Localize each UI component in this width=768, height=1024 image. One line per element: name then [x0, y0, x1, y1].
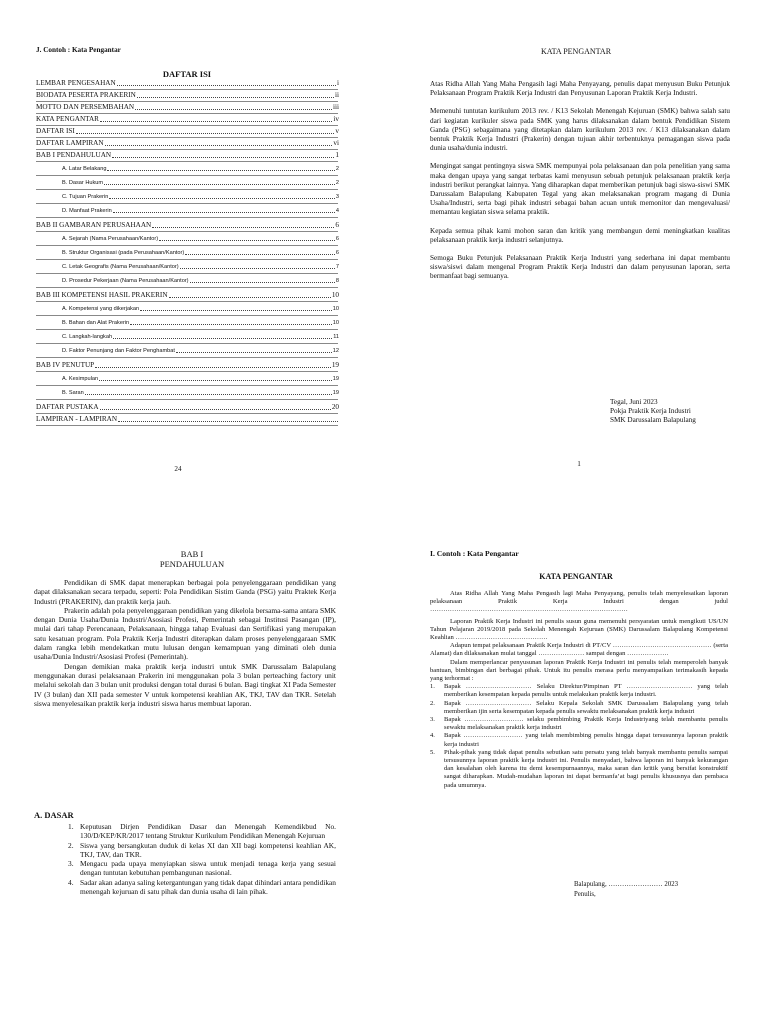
toc-entry-page: 19: [332, 390, 339, 396]
sign-date: Tegal, Juni 2023: [610, 398, 658, 406]
toc-entry-label: KATA PENGANTAR: [36, 115, 99, 123]
sign-org: Pokja Praktik Kerja Industri: [610, 407, 691, 416]
toc-leader-dots: [95, 366, 331, 368]
toc-subentry: [62, 179, 339, 187]
toc-subentry: [62, 389, 339, 397]
page-title: KATA PENGANTAR: [540, 47, 612, 56]
toc-entry-page: 20: [331, 403, 339, 411]
toc-entry: [36, 361, 339, 370]
toc-entry-page: iv: [333, 115, 339, 123]
toc-rule: [36, 287, 338, 288]
toc-rule: [36, 259, 338, 260]
toc-rule: [36, 399, 338, 400]
toc-rule: [36, 189, 338, 190]
toc-entry: [36, 403, 339, 412]
toc-rule: [36, 371, 338, 372]
toc-entry-page: 2: [335, 180, 339, 186]
page-daftar-isi: [0, 0, 384, 512]
toc-rule: [36, 273, 338, 274]
toc-leader-dots: [107, 169, 334, 171]
toc-entry-label: LAMPIRAN - LAMPIRAN: [36, 415, 118, 423]
toc-entry-label: DAFTAR ISI: [36, 127, 75, 135]
bab1-paragraph-1: Pendidikan di SMK dapat menerapkan berbagai pola penyelenggaraan pendidikan yang dapat dilaksanakan secara terpadu, seperti: Pola Pendidikan Sistim Ganda (PSG) yaitu Praktek Kerja Industri (PRAKERIN), dan praktik kerja jauh.: [34, 578, 336, 606]
toc-entry-page: 11: [333, 334, 339, 340]
toc-entry-label: B. Bahan dan Alat Prakerin: [62, 320, 130, 326]
toc-entry-label: BAB IV PENUTUP: [36, 361, 95, 369]
toc-leader-dots: [113, 211, 335, 213]
toc-subentry: [62, 165, 339, 173]
toc-rule: [36, 89, 338, 90]
toc-leader-dots: [85, 393, 332, 395]
page-bab-1: [0, 512, 384, 1024]
ckp-paragraph-2: Laporan Praktik Kerja Industri ini penulis susun guna memenuhi persyaratan untuk mengikuti US/UN Tahun Pelajaran 2019/2018 pada Sekolah Menengah Kejuruan (SMK) Darussalam Balapulang Kompetensi Keahlian ……………………………………: [430, 617, 728, 642]
toc-leader-dots: [112, 156, 334, 158]
toc-entry-page: vi: [333, 139, 339, 147]
toc-entry-label: D. Prosedur Pekerjaan (Nama Perusahaan/Kantor): [62, 278, 189, 284]
page-contoh-kata-pengantar: [384, 512, 768, 1024]
bab1-body: [34, 578, 336, 708]
toc-subentry: [62, 277, 339, 285]
toc-entry-page: 10: [332, 306, 339, 312]
toc-entry: [36, 151, 339, 160]
toc-entry: [36, 127, 339, 136]
toc-rule: [36, 175, 338, 176]
page-title: KATA PENGANTAR: [539, 572, 613, 581]
toc-rule: [36, 101, 338, 102]
toc-entry-label: BIODATA PESERTA PRAKERIN: [36, 91, 136, 99]
toc-entry-label: A. Kompetensi yang dikerjakan: [62, 306, 140, 312]
toc-subentry: [62, 193, 339, 201]
toc-leader-dots: [130, 323, 332, 325]
page-number: 1: [577, 460, 581, 468]
toc-subentry: [62, 305, 339, 313]
toc-entry-page: 6: [335, 236, 339, 242]
toc-entry-page: 6: [335, 221, 339, 229]
toc-leader-dots: [105, 144, 333, 146]
toc-leader-dots: [113, 337, 332, 339]
toc-leader-dots: [185, 253, 335, 255]
sub-heading-dasar: A. DASAR: [34, 810, 74, 820]
toc-rule: [36, 113, 338, 114]
page-number: 24: [174, 465, 182, 473]
list-item: 4. Sadar akan adanya saling ketergantungan yang tidak dapat dihindari antara pendidikan menengah kejuruan di satu pihak dan dunia usaha di lain pihak.: [68, 877, 336, 897]
toc-leader-dots: [180, 267, 335, 269]
toc-leader-dots: [109, 197, 335, 199]
list-item: 4. Bapak ……………………… yang telah membimbing penulis hingga dapat tersusunnya laporan praktik kerja industri: [430, 732, 728, 748]
toc-entry: [36, 291, 339, 300]
list-item: 1. Keputusan Dirjen Pendidikan Dasar dan Menengah Kemendikbud No. 130/D/KEP/KR/2017 tentang Struktur Kurikulum Pendidikan Menengah Kejuruan: [68, 822, 336, 841]
toc-entry-label: DAFTAR PUSTAKA: [36, 403, 99, 411]
thanks-list: [430, 683, 728, 790]
toc-subentry: [62, 375, 339, 383]
toc-leader-dots: [159, 239, 335, 241]
toc-entry-page: 2: [335, 166, 339, 172]
kp-paragraph-1: Atas Ridha Allah Yang Maha Pengasih lagi Maha Penyayang, penulis dapat menyusun Buku Petunjuk Pelaksanaan Program Praktik Kerja Industri dan Penyusunan Laporan Praktik Kerja Industri.: [430, 80, 730, 98]
toc-entry-label: MOTTO DAN PERSEMBAHAN: [36, 103, 135, 111]
dasar-list: [68, 822, 336, 896]
toc-entry-label: B. Saran: [62, 390, 84, 396]
toc-entry-label: A. Latar Belakang: [62, 166, 107, 172]
toc-entry-page: 12: [332, 348, 339, 354]
toc-subentry: [62, 333, 339, 341]
toc-rule: [36, 245, 338, 246]
kp-paragraph-4: Kepada semua pihak kami mohon saran dan kritik yang membangun demi meningkatkan kualitas pelaksanaan praktik kerja industri selanjutnya.: [430, 226, 730, 244]
toc-entry-page: 19: [331, 361, 339, 369]
list-item: 3. Bapak ……………………… selaku pembimbing Praktik Kerja Industriyang telah membantu penulis sewaktu melaksanakan praktik kerja industri: [430, 716, 728, 732]
toc-entry: [36, 91, 339, 100]
toc-entry-page: 7: [335, 264, 339, 270]
toc-entry: [36, 79, 339, 88]
toc-leader-dots: [117, 84, 336, 86]
toc-entry-page: 4: [335, 208, 339, 214]
toc-leader-dots: [118, 420, 338, 422]
toc-entry-label: C. Langkah-langkah: [62, 334, 113, 340]
toc-rule: [36, 343, 338, 344]
toc-entry-page: 10: [331, 291, 339, 299]
toc-subentry: [62, 347, 339, 355]
toc-entry-page: 19: [332, 376, 339, 382]
toc-rule: [36, 329, 338, 330]
toc-rule: [36, 217, 338, 218]
bab1-paragraph-3: Dengan demikian maka praktik kerja industri untuk SMK Darussalam Balapulang menggunakan durasi pelaksanaan Prakerin ini menggunakan pola 3 bulan perteaching factory unit melalui sekolah dan 3 bulan unit produksi dengan total durasi 6 bulan. Bagi tingkat XI Pada Semester IV (3 bulan) dan XII pada semester V untuk kompetensi keahlian AK, TKJ, TAV dan TKR. Setelah siswa menyelesaikan praktik kerja industri siswa harus membuat laporan.: [34, 661, 336, 708]
toc-entry-label: B. Dasar Hukum: [62, 180, 104, 186]
toc-entry-page: 3: [335, 194, 339, 200]
sign-place: Balapulang, …………………… 2023: [574, 881, 679, 888]
ckp-paragraph-3: Adapun tempat pelaksanaan Praktik Kerja Industri di PT/CV ……………………………………… (serta Alamat) dan dilaksanakan mulai tanggal ………………… sampai dengan ……………….: [430, 642, 728, 658]
toc-leader-dots: [135, 108, 332, 110]
toc-subentry: [62, 319, 339, 327]
toc-entry-page: ii: [335, 91, 339, 99]
toc-entry-label: A. Kesimpulan: [62, 376, 99, 382]
toc-entry-page: iii: [333, 103, 339, 111]
toc-subentry: [62, 235, 339, 243]
toc-title: DAFTAR ISI: [162, 69, 212, 79]
ckp-body: [430, 590, 728, 790]
list-item: 3. Mengacu pada upaya menyiapkan siswa untuk menjadi tenaga kerja yang sesuai dengan tuntutan kebutuhan pembangunan nasional.: [68, 859, 336, 878]
sign-school: SMK Darussalam Balapulang: [610, 416, 696, 425]
toc-rule: [36, 315, 338, 316]
kp-paragraph-2: Memenuhi tuntutan kurikulum 2013 rev. / K13 Sekolah Menengah Kejuruan (SMK) bahwa salah satu dari kegiatan kurikuler siswa pada SMK yang harus dilaksanakan dalam bentuk Pendidikan Sistem Ganda (PSG) sebagaimana yang ditetapkan dalam kurikulum 2013 rev. / K13 dilaksanakan dalam bentuk Praktik Kerja Industri (Prakerin) dengan tujuan akhir terbentuknya pemagangan siswa pada dunia usaha/dunia industri.: [430, 107, 730, 153]
list-item: 2. Siswa yang bersangkutan duduk di kelas XI dan XII bagi kompetensi keahlian AK, TKJ, TAV, dan TKR.: [68, 840, 336, 859]
toc-leader-dots: [140, 309, 332, 311]
toc-entry-label: A. Sejarah (Nama Perusahaan/Kantor): [62, 236, 159, 242]
toc-leader-dots: [152, 226, 334, 228]
toc-rule: [36, 357, 338, 358]
toc-entry-label: DAFTAR LAMPIRAN: [36, 139, 104, 147]
toc-rule: [36, 137, 338, 138]
toc-entry-label: LEMBAR PENGESAHAN: [36, 79, 116, 87]
chapter-number: BAB I: [180, 549, 204, 559]
kp-paragraph-3: Mengingat sangat pentingnya siswa SMK mempunyai pola pelaksanaan dan pola penelitian yang sama maka dengan upaya yang sangat terbatas kami menyusun sebuah petunjuk pelaksanaan praktik kerja industri berikut perangkat lainnya. Yang diharapkan dapat memberikan petunjuk bagi siswa-siswi SMK Darussalam Balapulang Kabupaten Tegal yang akan melaksanakan program magang di Dunia Usaha/Industri, serta bagi pihak industri sebagai bahan acuan untuk memonitor dan mengevaluasi/ memantau kegiatan siswa selama praktik.: [430, 162, 730, 217]
toc-leader-dots: [100, 408, 331, 410]
toc-entry-label: BAB I PENDAHULUAN: [36, 151, 112, 159]
toc-entry: [36, 415, 339, 424]
toc-entry-label: BAB III KOMPETENSI HASIL PRAKERIN: [36, 291, 168, 299]
chapter-title: PENDAHULUAN: [159, 559, 225, 569]
toc-leader-dots: [76, 132, 335, 134]
toc-entry-label: D. Faktor Penunjang dan Faktor Penghambat: [62, 348, 175, 354]
kp-paragraph-5: Semoga Buku Petunjuk Pelaksanaan Praktik Kerja Industri yang sederhana ini dapat membantu siswa/siswi dalam mengenal Program Praktik Kerja Industri dan dalam penyusunan laporan, serta bermanfaat bagi semuanya.: [430, 254, 730, 281]
toc-rule: [36, 149, 338, 150]
toc-entry-label: BAB II GAMBARAN PERUSAHAAN: [36, 221, 152, 229]
ckp-paragraph-1: Atas Ridha Allah Yang Maha Pengasih lagi Maha Penyayang, penulis telah menyelesaikan laporan pelaksanaan Praktik Kerja Industri dengan judul ………………………………………………………………………………: [430, 590, 728, 614]
toc-rule: [36, 413, 338, 414]
toc-entry: [36, 139, 339, 148]
toc-entry-page: 1: [335, 151, 339, 159]
toc-leader-dots: [100, 120, 332, 122]
toc-rule: [36, 231, 338, 232]
toc-subentry: [62, 249, 339, 257]
section-heading: I. Contoh : Kata Pengantar: [430, 549, 519, 558]
list-item: 5. Pihak-pihak yang tidak dapat penulis sebutkan satu persatu yang telah banyak membantu penulis sampai tersusunnya laporan praktik kerja industri ini. Penulis menyadari, bahwa laporan ini banyak kekurangan dan kesalahan oleh karena itu demi kesempurnaannya, maka saran dan kritik yang bersifat konstruktif sangat diharapkan. Mudah-mudahan laporan ini dapat bermanfa’at bagi penulis khususnya dan pembaca pada umumnya.: [430, 748, 728, 789]
toc-subentry: [62, 263, 339, 271]
toc-rule: [36, 161, 338, 162]
toc-entry-label: B. Struktur Organisasi (pada Perusahaan/Kantor): [62, 250, 185, 256]
sign-role: Penulis,: [574, 891, 596, 898]
signature-block: [574, 880, 678, 900]
toc-rule: [36, 125, 338, 126]
toc-entry: [36, 103, 339, 112]
kp-body: [430, 80, 730, 282]
page-kata-pengantar: [384, 0, 768, 512]
toc-entry-page: 10: [332, 320, 339, 326]
toc-leader-dots: [190, 281, 335, 283]
toc-leader-dots: [104, 183, 335, 185]
section-heading: J. Contoh : Kata Pengantar: [36, 46, 121, 54]
toc-entry-page: 6: [335, 250, 339, 256]
chapter-heading: [40, 549, 344, 569]
toc-leader-dots: [137, 96, 334, 98]
toc-rule: [36, 203, 338, 204]
ckp-paragraph-4: Dalam memperlancar penyusunan laporan Praktik Kerja Industri ini penulis telah memperoleh banyak bantuan, bimbingan dari berbagai pihak. Untuk itu penulis merasa perlu menyampaikan terimakasih kepada yang terhormat :: [430, 658, 728, 683]
toc-entry-page: i: [337, 79, 339, 87]
bab1-paragraph-2: Prakerin adalah pola penyelenggaraan pendidikan yang dikelola bersama-sama antara SMK dengan Dunia Usaha/Dunia Industri/Asosiasi Profesi, Pemerintah sebagai Institusi Pasangan (IP), mulai dari tahap Perencanaan, Pelaksanaan, hingga tahap Evaluasi dan Sertifikasi yang merupakan satu kesatuan program. Pola Praktik Kerja Industri diterapkan dalam proses penyelenggaraan SMK dalam rangka lebih mendekatkan mutu lulusan dengan kemampuan yang diminati oleh dunia usaha/Dunia Industri/Asosiasi Profesi (Pemerintah).: [34, 605, 336, 662]
list-item: 1. Bapak ………………………… Selaku Direktur/Pimpinan PT ………………………… yang telah memberikan kesempatan kepada penulis untuk melakukan praktik kerja industri.: [430, 683, 728, 699]
toc-subentry: [62, 207, 339, 215]
toc-rule: [36, 425, 338, 426]
toc-entry-label: C. Tujuan Prakerin: [62, 194, 109, 200]
signature-block: [610, 398, 696, 426]
toc-rule: [36, 301, 338, 302]
list-item: 2. Bapak ………………………… Selaku Kepala Sekolah SMK Darussalam Balapulang yang telah memberikan ijin serta kesempatan kepada penulis sewaktu melaksanakan praktik kerja industri: [430, 699, 728, 715]
toc-leader-dots: [169, 296, 331, 298]
toc-entry-page: 8: [335, 278, 339, 284]
toc-entry-label: D. Manfaat Prakerin: [62, 208, 112, 214]
toc-rule: [36, 385, 338, 386]
toc-entry: [36, 115, 339, 124]
toc-entry-page: v: [335, 127, 339, 135]
toc-leader-dots: [99, 379, 332, 381]
toc-leader-dots: [176, 351, 332, 353]
toc-entry-label: C. Letak Geografis (Nama Perusahaan/Kantor): [62, 264, 179, 270]
toc-entry: [36, 221, 339, 230]
